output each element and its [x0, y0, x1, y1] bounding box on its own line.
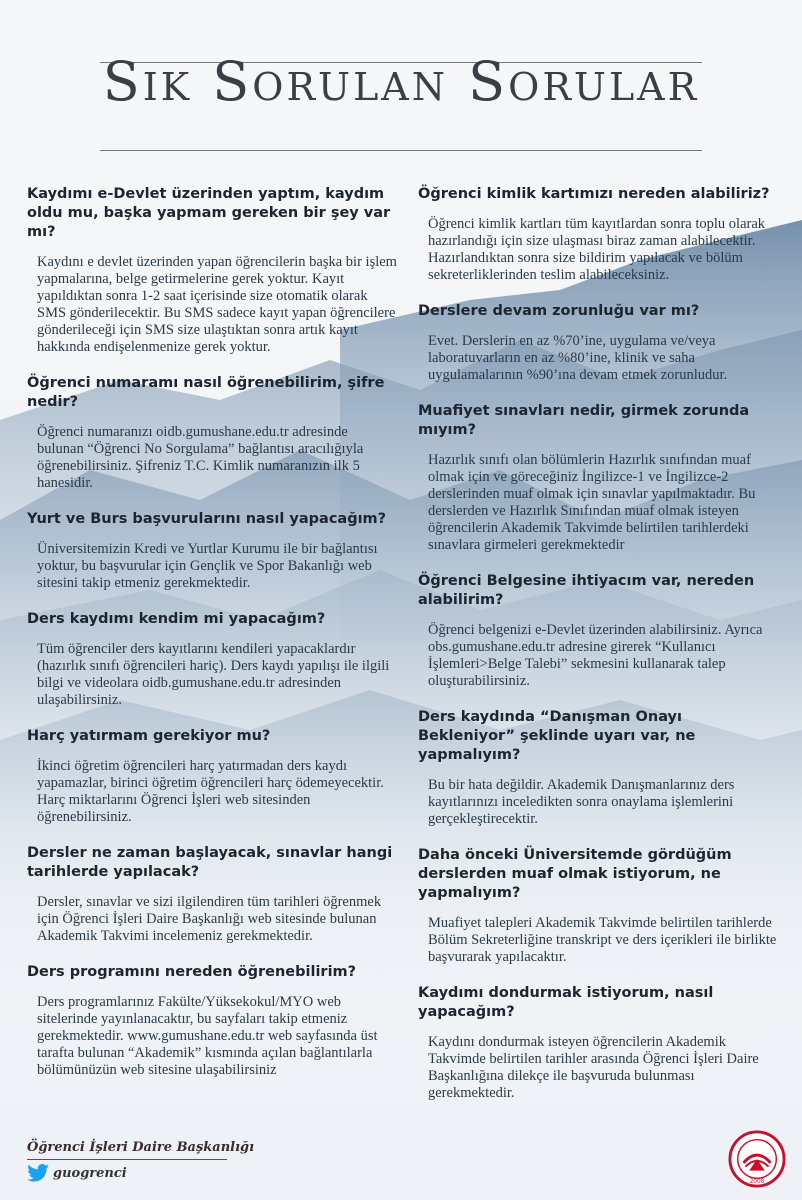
faq-item	[27, 610, 397, 709]
twitter-handle: guogrenci	[53, 1165, 127, 1181]
faq-item	[27, 844, 397, 945]
faq-question: Ders programını nereden öğrenebilirim?	[27, 964, 357, 980]
faq-item	[418, 402, 778, 554]
faq-answer: Öğrenci belgenizi e-Devlet üzerinden alabilirsiniz. Ayrıca obs.gumushane.edu.tr adresine girerek “Kullanıcı İşlemleri>Belge Talebi” sekmesini kullanarak talep oluşturabilirsiniz.	[428, 622, 763, 689]
faq-question: Ders kaydımı kendim mi yapacağım?	[27, 611, 326, 627]
faq-question: Öğrenci numaramı nasıl öğrenebilirim, şifre nedir?	[27, 375, 385, 410]
faq-answer: Dersler, sınavlar ve sizi ilgilendiren tüm tarihleri öğrenmek için Öğrenci İşleri Daire Başkanlığı web sitesinde bulunan Akademik Takvimi incelemeniz gerekmektedir.	[37, 894, 382, 944]
faq-answer: Kaydını e devlet üzerinden yapan öğrencilerin başka bir işlem yapmalarına, belge getirmelerine gerek yoktur. Kayıt yapıldıktan sonra 1-2 saat içerisinde size otomatik olarak SMS gönderilecektir. Bu SMS sadece kayıt yapan öğrencilere gönderileceği için SMS size ulaştıktan sonra artık kayıt hakkında endişelenmenize gerek yoktur.	[37, 254, 397, 355]
faq-item	[27, 727, 397, 826]
faq-item	[418, 846, 778, 966]
faq-item	[418, 572, 778, 690]
faq-question: Dersler ne zaman başlayacak, sınavlar hangi tarihlerde yapılacak?	[27, 845, 393, 880]
faq-item	[27, 185, 397, 356]
twitter-link[interactable]	[27, 1164, 127, 1182]
faq-answer: Bu bir hata değildir. Akademik Danışmanlarınız ders kayıtlarınızı inceledikten sonra onaylama işlemlerini gerçekleştirecektir.	[428, 777, 735, 827]
department-name: Öğrenci İşleri Daire Başkanlığı	[27, 1140, 255, 1155]
faq-answer: Öğrenci numaranızı oidb.gumushane.edu.tr adresinde bulunan “Öğrenci No Sorgulama” bağlantısı aracılığıyla öğrenebilirsiniz. Şifreniz T.C. Kimlik numaranızın ilk 5 hanesidir.	[37, 424, 364, 491]
faq-item	[418, 984, 778, 1102]
faq-question: Kaydımı e-Devlet üzerinden yaptım, kaydım oldu mu, başka yapmam gereken bir şey var mı?	[27, 186, 391, 240]
faq-answer: Öğrenci kimlik kartları tüm kayıtlardan sonra toplu olarak hazırlandığı için size ulaşması biraz zaman alabilecektir. Hazırlandıktan sonra size bildirim yapılacak ve bölüm sekreterliklerinden teslim alabileceksiniz.	[428, 216, 766, 283]
faq-question: Harç yatırmam gerekiyor mu?	[27, 728, 271, 744]
seal-year: 2008	[749, 1179, 765, 1186]
faq-answer: Evet. Derslerin en az %70’ine, uygulama ve/veya laboratuvarların en az %80’ine, klinik ve saha uygulamalarının %90’ına devam etmek zorunludur.	[428, 333, 728, 383]
faq-answer: Üniversitemizin Kredi ve Yurtlar Kurumu ile bir bağlantısı yoktur, bu başvurular için Gençlik ve Spor Bakanlığı web sitesini takip etmeniz gerekmektedir.	[37, 541, 378, 591]
faq-answer: Hazırlık sınıfı olan bölümlerin Hazırlık sınıfından muaf olmak için ve göreceğiniz İngilizce-1 ve İngilizce-2 derslerinden muaf olmak için sınavlar yapılmaktadır. Bu derslerden ve Hazırlık Sınıfından muaf olmak isteyen öğrencilerin Akademik Takvimde belirtilen tarihlerdeki sınavlara girmeleri gerekmektedir	[428, 452, 756, 553]
header	[0, 50, 802, 113]
faq-answer: Kaydını dondurmak isteyen öğrencilerin Akademik Takvimde belirtilen tarihler arasında Öğrenci İşleri Daire Başkanlığına dilekçe ile başvuruda bulunması gerekmektedir.	[428, 1034, 759, 1101]
faq-question: Daha önceki Üniversitemde gördüğüm derslerden muaf olmak istiyorum, ne yapmalıyım?	[418, 847, 732, 901]
faq-item	[418, 185, 778, 284]
faq-answer: Muafiyet talepleri Akademik Takvimde belirtilen tarihlerde Bölüm Sekreterliğine transkript ve ders içerikleri ile birlikte başvurarak yapılacaktır.	[428, 915, 777, 965]
faq-question: Yurt ve Burs başvurularını nasıl yapacağım?	[27, 511, 387, 527]
university-seal-icon	[728, 1130, 786, 1188]
faq-answer: İkinci öğretim öğrencileri harç yatırmadan ders kaydı yapamazlar, birinci öğretim öğrencileri harç ödemeyecektir. Harç miktarlarını Öğrenci İşleri web sitesinden öğrenebilirsiniz.	[37, 758, 384, 825]
faq-question: Kaydımı dondurmak istiyorum, nasıl yapacağım?	[418, 985, 714, 1020]
faq-question: Öğrenci kimlik kartımızı nereden alabiliriz?	[418, 186, 770, 202]
faq-question: Derslere devam zorunluğu var mı?	[418, 303, 700, 319]
footer-divider	[27, 1159, 227, 1160]
faq-question: Muafiyet sınavları nedir, girmek zorunda mıyım?	[418, 403, 750, 438]
faq-item	[418, 302, 778, 384]
right-column	[418, 185, 778, 1120]
page-title: Sık Sorulan Sorular	[102, 50, 700, 113]
faq-item	[27, 374, 397, 492]
faq-answer: Tüm öğrenciler ders kayıtlarını kendileri yapacaklardır (hazırlık sınıfı öğrencileri hariç). Ders kaydı yapılışı ile ilgili bilgi ve videolara oidb.gumushane.edu.tr adresinden ulaşabilirsiniz.	[37, 641, 390, 708]
faq-item	[27, 963, 397, 1079]
left-column	[27, 185, 397, 1097]
faq-question: Ders kaydında “Danışman Onayı Bekleniyor” şeklinde uyarı var, ne yapmalıyım?	[418, 709, 696, 763]
faq-question: Öğrenci Belgesine ihtiyacım var, nereden alabilirim?	[418, 573, 755, 608]
title-bottom-rule	[100, 150, 702, 151]
faq-item	[418, 708, 778, 828]
faq-answer: Ders programlarınız Fakülte/Yüksekokul/MYO web sitelerinde yayınlanacaktır, bu sayfaları takip etmeniz gerekmektedir. www.gumushane.edu.tr web sayfasında üst tarafta bulunan “Akademik” kısmında açılan bağlantılarla bölümünüzün web sitesine ulaşabilirsiniz	[37, 994, 378, 1078]
faq-item	[27, 510, 397, 592]
twitter-icon	[27, 1164, 49, 1182]
